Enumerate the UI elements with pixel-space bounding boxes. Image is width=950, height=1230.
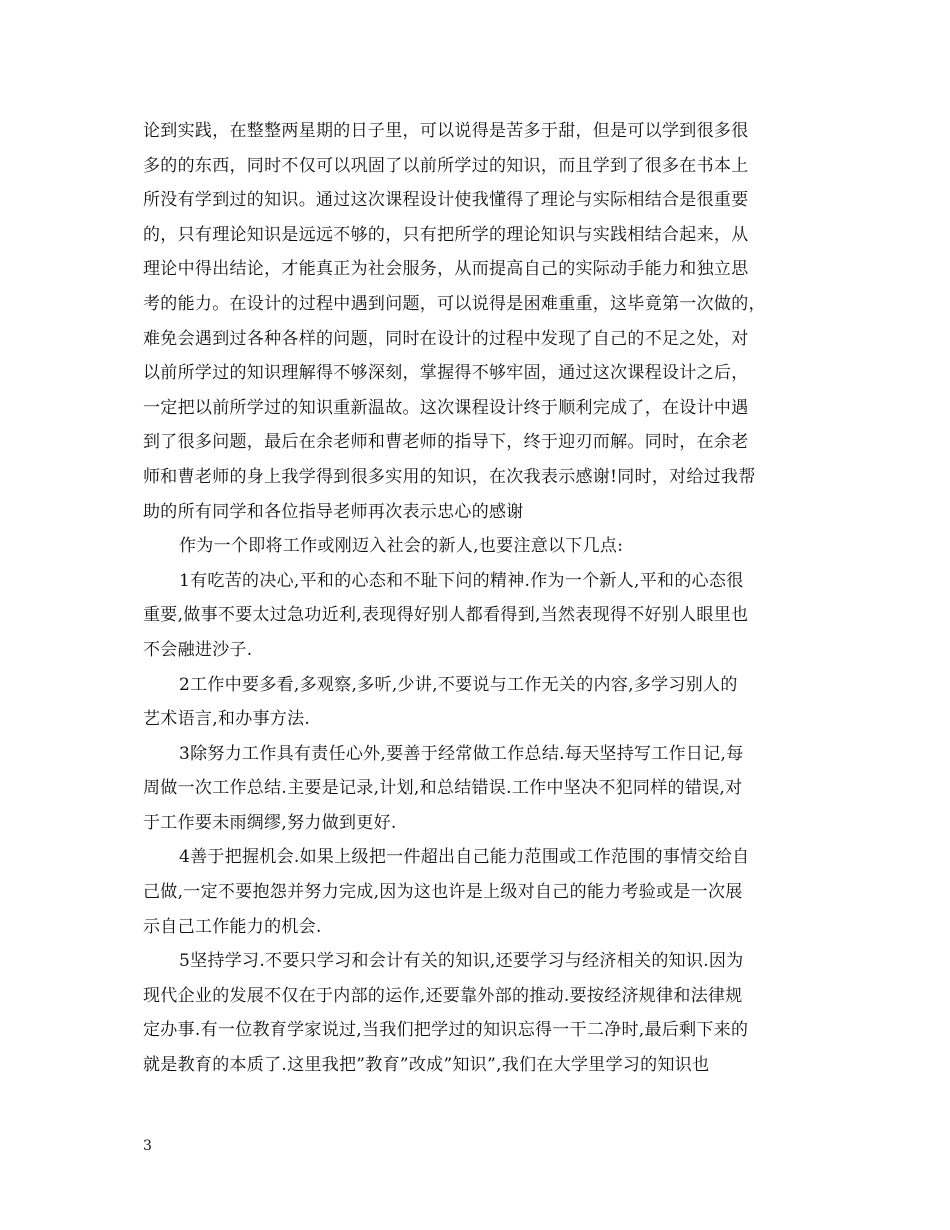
text-line: 一定把以前所学过的知识重新温故。这次课程设计终于顺利完成了，在设计中遇: [143, 397, 749, 418]
text-line: 5坚持学习.不要只学习和会计有关的知识,还要学习与经济相关的知识.因为: [179, 951, 744, 972]
text-line: 难免会遇到过各种各样的问题，同时在设计的过程中发现了自己的不足之处，对: [143, 328, 749, 349]
text-line: 助的所有同学和各位指导老师再次表示忠心的感谢: [143, 501, 524, 522]
text-line: 论到实践，在整整两星期的日子里，可以说得是苦多于甜，但是可以学到很多很: [143, 121, 749, 141]
text-line: 作为一个即将工作或刚迈入社会的新人,也要注意以下几点:: [179, 536, 624, 557]
text-line: 3除努力工作具有责任心外,要善于经常做工作总结.每天坚持写工作日记,每: [179, 743, 744, 764]
text-line: 的，只有理论知识是远远不够的，只有把所学的理论知识与实践相结合起来，从: [143, 224, 749, 245]
text-line: 就是教育的本质了.这里我把”教育”改成”知识”,我们在大学里学习的知识也: [143, 1055, 710, 1076]
text-line: 理论中得出结论，才能真正为社会服务，从而提高自己的实际动手能力和独立思: [143, 259, 749, 280]
text-line: 1有吃苦的决心,平和的心态和不耻下问的精神.作为一个新人,平和的心态很: [179, 570, 744, 591]
page-number: 3: [143, 1138, 152, 1154]
text-line: 所没有学到过的知识。通过这次课程设计使我懂得了理论与实际相结合是很重要: [143, 190, 749, 211]
text-line: 定办事.有一位教育学家说过,当我们把学过的知识忘得一干二净时,最后剩下来的: [143, 1020, 749, 1041]
text-line: 4善于把握机会.如果上级把一件超出自己能力范围或工作范围的事情交给自: [179, 847, 750, 868]
text-line: 以前所学过的知识理解得不够深刻，掌握得不够牢固，通过这次课程设计之后，: [143, 363, 749, 384]
text-line: 示自己工作能力的机会.: [143, 916, 322, 937]
text-line: 师和曹老师的身上我学得到很多实用的知识，在次我表示感谢!同时，对给过我帮: [143, 466, 756, 487]
text-line: 己做,一定不要抱怨并努力完成,因为这也许是上级对自己的能力考验或是一次展: [143, 882, 743, 903]
text-line: 周做一次工作总结.主要是记录,计划,和总结错误.工作中坚决不犯同样的错误,对: [143, 778, 743, 799]
text-line: 多的的东西，同时不仅可以巩固了以前所学过的知识，而且学到了很多在书本上: [143, 155, 749, 176]
text-line: 到了很多问题，最后在余老师和曹老师的指导下，终于迎刃而解。同时，在余老: [143, 432, 749, 453]
text-line: 现代企业的发展不仅在于内部的运作,还要靠外部的推动.要按经济规律和法律规: [143, 985, 743, 1006]
text-line: 2工作中要多看,多观察,多听,少讲,不要说与工作无关的内容,多学习别人的: [179, 674, 738, 695]
body-text: [143, 114, 813, 1083]
text-line: 于工作要未雨绸缪,努力做到更好.: [143, 812, 397, 833]
text-line: 艺术语言,和办事方法.: [143, 709, 311, 730]
text-line: 考的能力。在设计的过程中遇到问题，可以说得是困难重重，这毕竟第一次做的，: [143, 293, 766, 314]
text-line: 重要,做事不要太过急功近利,表现得好别人都看得到,当然表现得不好别人眼里也: [143, 605, 749, 626]
text-line: 不会融进沙子.: [143, 639, 253, 660]
